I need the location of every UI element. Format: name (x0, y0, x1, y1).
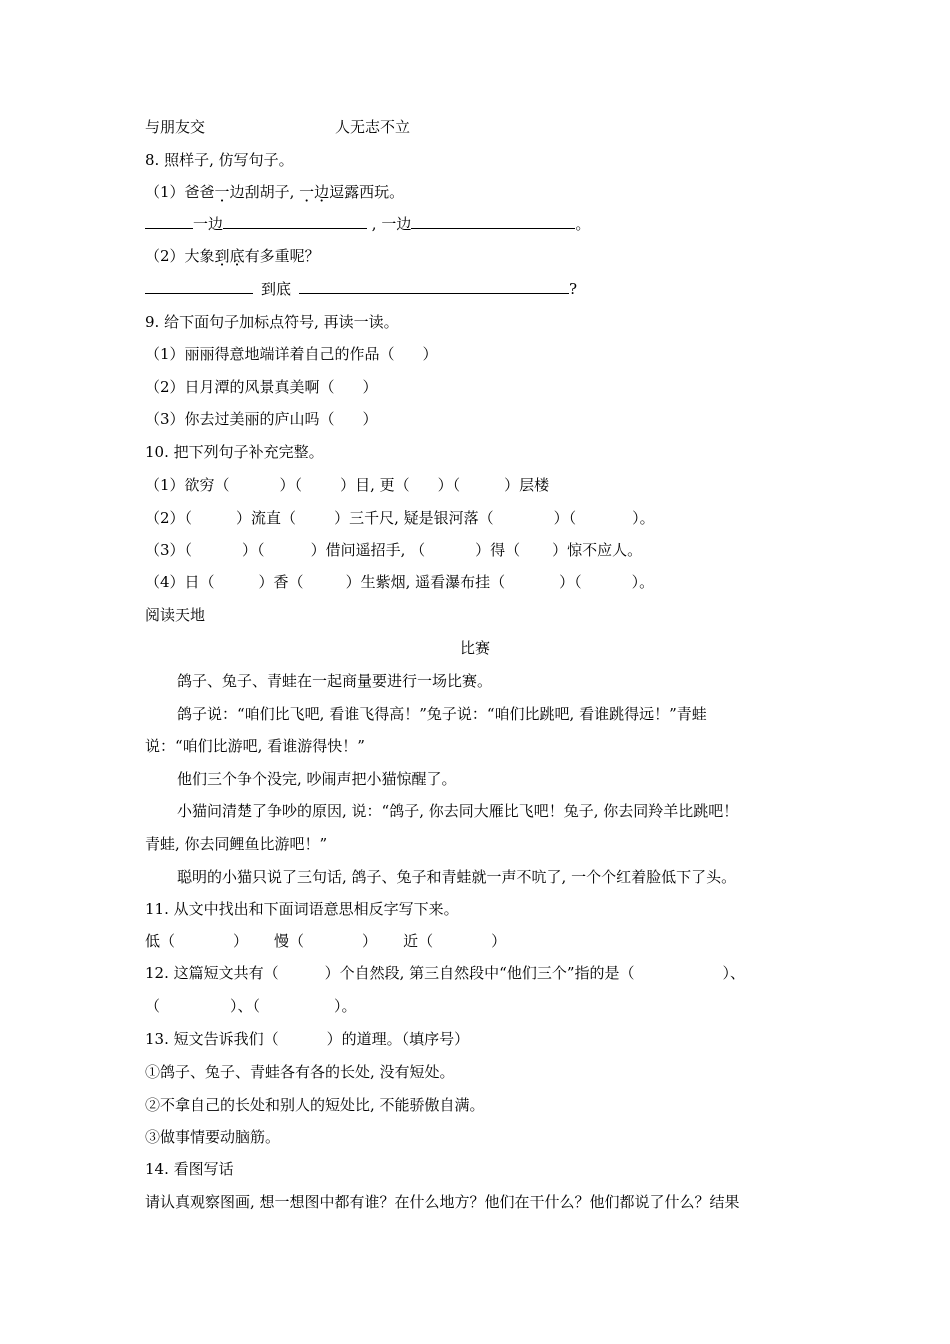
q10-text: ）香（ (258, 573, 304, 591)
answer-blank[interactable] (411, 214, 575, 229)
q8-s1-text: （1）爸爸 (145, 183, 215, 201)
q10-row-3 (145, 540, 642, 560)
reading-section-title: 阅读天地 (145, 606, 206, 624)
q8-example-2 (145, 246, 320, 266)
q10-text: （3）（ (145, 541, 193, 559)
q13-text: ）的道理。（填序号） (326, 1030, 470, 1048)
q8-s2-dot-char: 底 (229, 247, 245, 265)
q8-fill1-mid: 一边 (193, 215, 224, 233)
q9-close: ） (362, 410, 378, 428)
story-para-5: 聪明的小猫只说了三句话, 鸽子、兔子和青蛙就一声不吭了, 一个个红着脸低下了头。 (177, 868, 737, 886)
answer-blank[interactable] (145, 279, 253, 294)
q8-fill2-end: ? (569, 280, 578, 298)
q8-example-1 (145, 182, 404, 202)
q9-item-3 (145, 409, 378, 429)
q10-text: ）（ (559, 573, 582, 591)
q9-item-1 (145, 344, 438, 364)
story-para-3: 他们三个争个没完, 吵闹声把小猫惊醒了。 (177, 770, 457, 788)
q10-row-2 (145, 508, 655, 528)
q8-title: 8. 照样子, 仿写句子。 (145, 151, 294, 169)
q10-text: ）流直（ (236, 509, 297, 527)
q8-s1-dot-char: 一 (299, 183, 315, 201)
story-para-1: 鸽子、兔子、青蛙在一起商量要进行一场比赛。 (177, 672, 493, 690)
q8-fill1-end: 。 (575, 215, 591, 233)
answer-blank[interactable] (145, 214, 193, 229)
q10-text: ）三千尺, 疑是银河落（ (334, 509, 494, 527)
q11-close: ） (491, 932, 507, 950)
q12-text: ）。 (334, 997, 357, 1015)
q8-s1-dot-char: 一 (214, 183, 230, 201)
q12-text: ）个自然段, 第三自然段中“他们三个”指的是（ (324, 964, 635, 982)
q11-item: 低（ (145, 932, 176, 950)
idiom-left: 与朋友交 (145, 118, 206, 136)
q13-option-3: ③做事情要动脑筋。 (145, 1128, 281, 1146)
q10-text: ）目, 更（ (340, 476, 410, 494)
q12-text: （ (145, 997, 161, 1015)
q12-line-2 (145, 996, 357, 1016)
q8-fill1-sep: , 一边 (367, 215, 412, 233)
q11-title: 11. 从文中找出和下面词语意思相反字写下来。 (145, 900, 459, 918)
q9-item-2 (145, 377, 378, 397)
q9-item-text: （1）丽丽得意地端详着自己的作品（ (145, 345, 395, 363)
q13-title (145, 1029, 469, 1049)
q11-close: ） (362, 932, 378, 950)
story-title: 比赛 (459, 639, 490, 657)
q8-s2-text: （2）大象 (145, 247, 215, 265)
q10-text: ）（ (437, 476, 461, 494)
story-para-4-cont: 青蛙, 你去同鲤鱼比游吧！” (145, 835, 328, 853)
q8-fill2-mid: 到底 (261, 280, 292, 298)
q13-text: 13. 短文告诉我们（ (145, 1030, 279, 1048)
q8-s1-text: 边刮胡子, (229, 183, 300, 201)
q10-text: ）（ (279, 476, 303, 494)
q13-option-1: ①鸽子、兔子、青蛙各有各的长处, 没有短处。 (145, 1063, 455, 1081)
q13-option-2: ②不拿自己的长处和别人的短处比, 不能骄傲自满。 (145, 1096, 485, 1114)
q10-text: ）惊不应人。 (552, 541, 643, 559)
q12-text: ）、（ (230, 997, 261, 1015)
idiom-right: 人无志不立 (335, 118, 411, 136)
q10-text: ）（ (553, 509, 577, 527)
story-para-4: 小猫问清楚了争吵的原因, 说：“鸽子, 你去同大雁比飞吧！兔子, 你去同羚羊比跳吧！ (177, 802, 739, 820)
q11-item: 慢（ (274, 932, 305, 950)
q10-text: ）。 (632, 509, 655, 527)
q9-close: ） (362, 378, 378, 396)
q8-fill-1 (145, 214, 590, 234)
q9-item-text: （3）你去过美丽的庐山吗（ (145, 410, 335, 428)
q9-title: 9. 给下面句子加标点符号, 再读一读。 (145, 313, 399, 331)
q11-close: ） (233, 932, 249, 950)
q9-close: ） (422, 345, 438, 363)
q10-text: （4）日（ (145, 573, 215, 591)
q10-text: ）。 (631, 573, 655, 591)
answer-blank[interactable] (299, 279, 569, 294)
q10-text: ）（ (242, 541, 265, 559)
q11-item: 近（ (403, 932, 434, 950)
q10-text: ）生紫烟, 遥看瀑布挂（ (345, 573, 506, 591)
q12-line-1 (145, 963, 745, 983)
q10-title: 10. 把下列句子补充完整。 (145, 443, 324, 461)
q10-row-1 (145, 475, 549, 495)
q10-row-4 (145, 572, 654, 592)
q10-text: （1）欲穷（ (145, 476, 230, 494)
q10-text: ）得（ (475, 541, 521, 559)
q10-text: ）层楼 (504, 476, 550, 494)
q8-s1-text: 逗露西玩。 (329, 183, 405, 201)
answer-blank[interactable] (223, 214, 367, 229)
story-para-2: 鸽子说：“咱们比飞吧, 看谁飞得高！”兔子说：“咱们比跳吧, 看谁跳得远！”青蛙 (177, 705, 707, 723)
idiom-pair (145, 117, 410, 137)
q8-fill-2 (145, 279, 577, 299)
q9-item-text: （2）日月潭的风景真美啊（ (145, 378, 335, 396)
story-para-2-cont: 说：“咱们比游吧, 看谁游得快！” (145, 737, 365, 755)
q10-text: （2）（ (145, 509, 193, 527)
q8-s1-dot-char: 边 (314, 183, 330, 201)
q14-text: 请认真观察图画, 想一想图中都有谁？在什么地方？他们在干什么？他们都说了什么？结果 (145, 1193, 740, 1211)
q8-s2-text: 有多重呢？ (244, 247, 320, 265)
q12-text: 12. 这篇短文共有（ (145, 964, 279, 982)
q14-title: 14. 看图写话 (145, 1160, 234, 1178)
q11-items (145, 931, 506, 951)
q8-s2-dot-char: 到 (214, 247, 230, 265)
q10-text: ）借问遥招手, （ (310, 541, 426, 559)
q12-text: ）、 (722, 964, 746, 982)
